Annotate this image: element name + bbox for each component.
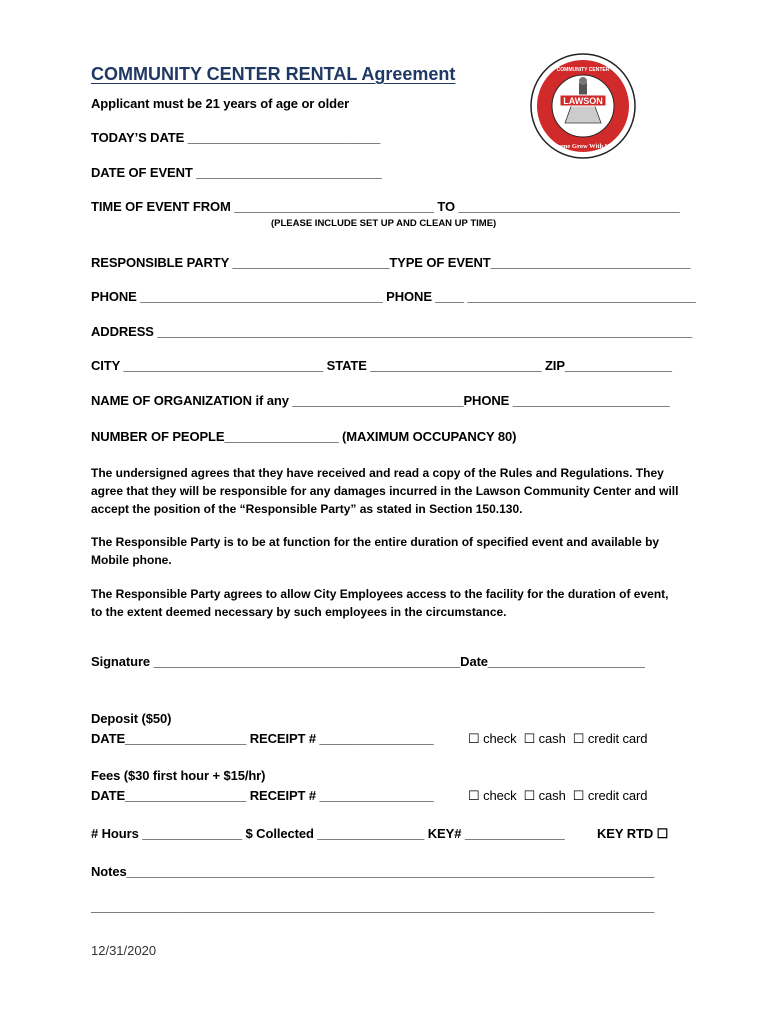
date-of-event-field[interactable]: DATE OF EVENT __________________________ <box>91 165 382 180</box>
footer-date: 12/31/2020 <box>91 943 157 958</box>
age-requirement: Applicant must be 21 years of age or older <box>91 96 350 111</box>
seal-top-text: COMMUNITY CENTER <box>556 67 610 73</box>
responsible-party-field[interactable]: RESPONSIBLE PARTY ______________________TYPE OF EVENT____________________________ <box>91 255 691 270</box>
agreement-paragraph-2: The Responsible Party is to be at function for the entire duration of specified event and available by Mobile phone. <box>91 535 660 567</box>
time-of-event-field[interactable]: TIME OF EVENT FROM ____________________________ TO _______________________________ <box>91 199 680 214</box>
deposit-payment-options <box>468 731 647 747</box>
deposit-check-checkbox[interactable]: ☐ check <box>468 731 517 746</box>
organization-field[interactable]: NAME OF ORGANIZATION if any ________________________PHONE ______________________ <box>91 393 670 408</box>
fees-payment-options <box>468 788 647 804</box>
fees-check-checkbox[interactable]: ☐ check <box>468 788 517 803</box>
seal-main-text: LAWSON <box>563 96 603 106</box>
deposit-date-receipt[interactable]: DATE_________________ RECEIPT # ________________ <box>91 731 434 746</box>
hours-collected-key-field[interactable]: # Hours ______________ $ Collected _______________ KEY# ______________ <box>91 826 565 841</box>
phone-fields[interactable]: PHONE __________________________________ PHONE ____ ________________________________ <box>91 289 696 304</box>
agreement-paragraph-1: The undersigned agrees that they have received and read a copy of the Rules and Regulations. They agree that they will be responsible for any damages incurred in the Lawson Community Center and will accept the position of the “Responsible Party” as stated in Section 150.130. <box>91 466 679 516</box>
todays-date-field[interactable]: TODAY’S DATE ___________________________ <box>91 130 381 145</box>
check-label: check <box>483 788 517 803</box>
credit-card-label: credit card <box>587 788 648 803</box>
deposit-heading: Deposit ($50) <box>91 711 172 726</box>
deposit-cash-checkbox[interactable]: ☐ cash <box>523 731 566 746</box>
agreement-paragraph-3: The Responsible Party agrees to allow City Employees access to the facility for the duration of event, to the extent deemed necessary by such employees in the circumstance. <box>91 587 669 619</box>
fees-heading: Fees ($30 first hour + $15/hr) <box>91 768 266 783</box>
time-note: (PLEASE INCLUDE SET UP AND CLEAN UP TIME) <box>271 218 497 229</box>
address-field[interactable]: ADDRESS ___________________________________________________________________________ <box>91 324 693 339</box>
lawson-seal-logo <box>530 53 636 159</box>
signature-field[interactable]: Signature ___________________________________________Date______________________ <box>91 654 645 669</box>
notes-field-line-2[interactable]: _______________________________________________________________________________ <box>91 899 655 914</box>
page-title: COMMUNITY CENTER RENTAL Agreement <box>91 64 456 84</box>
key-returned-checkbox[interactable]: KEY RTD ☐ <box>597 826 669 841</box>
city-state-zip-field[interactable]: CITY ____________________________ STATE ________________________ ZIP_______________ <box>91 358 672 373</box>
fees-cash-checkbox[interactable]: ☐ cash <box>523 788 566 803</box>
check-label: check <box>483 731 517 746</box>
fees-credit-checkbox[interactable]: ☐ credit card <box>572 788 648 803</box>
notes-field[interactable]: Notes__________________________________________________________________________ <box>91 864 655 879</box>
deposit-credit-checkbox[interactable]: ☐ credit card <box>572 731 648 746</box>
cash-label: cash <box>538 731 566 746</box>
cash-label: cash <box>538 788 566 803</box>
key-rtd-label: KEY RTD <box>597 826 654 841</box>
number-of-people-field[interactable]: NUMBER OF PEOPLE________________ (MAXIMUM OCCUPANCY 80) <box>91 429 517 444</box>
fees-date-receipt[interactable]: DATE_________________ RECEIPT # ________________ <box>91 788 434 803</box>
seal-bottom-text: Come Grow With Us <box>554 143 612 150</box>
credit-card-label: credit card <box>587 731 648 746</box>
